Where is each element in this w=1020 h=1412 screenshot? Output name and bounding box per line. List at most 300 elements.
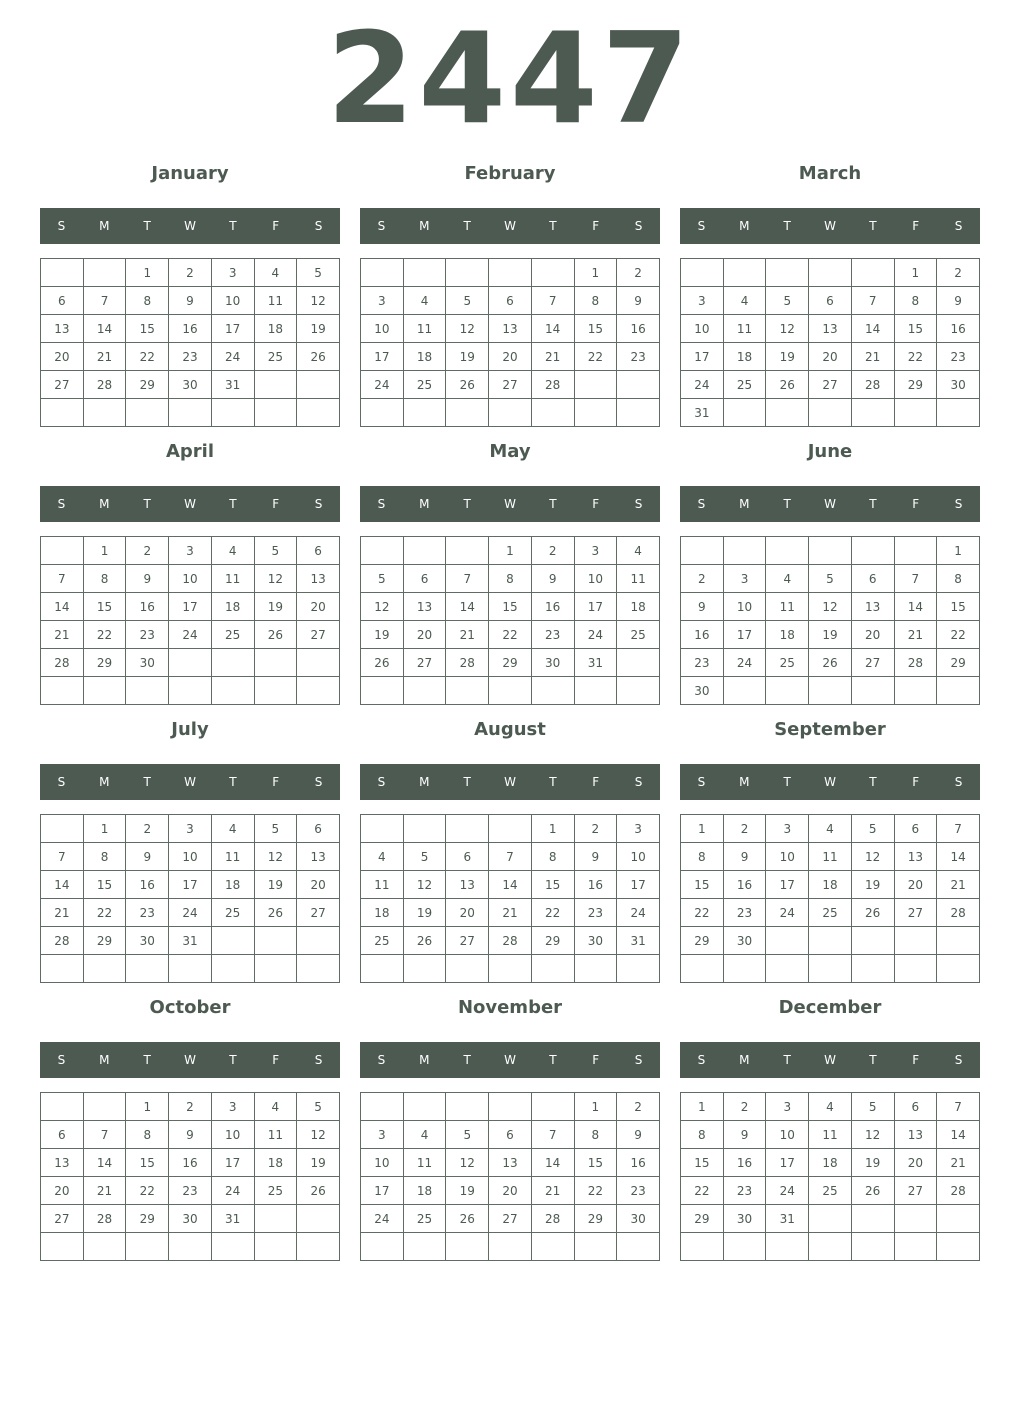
day-cell — [723, 259, 766, 287]
day-cell: 16 — [574, 871, 617, 899]
day-cell: 20 — [297, 593, 340, 621]
day-cell: 19 — [446, 343, 489, 371]
week-row — [361, 927, 660, 955]
day-grid — [680, 536, 980, 705]
day-cell: 22 — [681, 1177, 724, 1205]
day-cell: 25 — [809, 1177, 852, 1205]
day-cell: 29 — [681, 1205, 724, 1233]
day-cell: 24 — [211, 343, 254, 371]
week-row — [681, 537, 980, 565]
day-cell — [766, 399, 809, 427]
day-cell: 19 — [851, 871, 894, 899]
day-cell: 20 — [894, 1149, 937, 1177]
day-cell: 5 — [809, 565, 852, 593]
month-name: June — [807, 441, 853, 462]
day-cell — [254, 649, 297, 677]
day-cell: 13 — [41, 1149, 84, 1177]
day-cell: 17 — [723, 621, 766, 649]
day-cell: 28 — [83, 1205, 126, 1233]
day-cell: 22 — [126, 1177, 169, 1205]
day-cell: 26 — [297, 1177, 340, 1205]
day-cell — [403, 399, 446, 427]
day-cell — [41, 399, 84, 427]
weekday-label: F — [912, 1053, 920, 1067]
day-cell — [297, 649, 340, 677]
day-cell — [211, 649, 254, 677]
day-cell: 6 — [297, 537, 340, 565]
day-cell: 22 — [126, 343, 169, 371]
day-cell: 9 — [617, 287, 660, 315]
day-cell — [531, 955, 574, 983]
day-cell: 9 — [126, 565, 169, 593]
day-cell: 12 — [851, 1121, 894, 1149]
day-cell: 13 — [894, 1121, 937, 1149]
day-cell: 9 — [723, 843, 766, 871]
day-cell — [766, 259, 809, 287]
day-cell: 25 — [617, 621, 660, 649]
week-row — [41, 343, 340, 371]
weekday-label: S — [314, 775, 323, 789]
day-cell: 15 — [531, 871, 574, 899]
day-cell: 15 — [126, 1149, 169, 1177]
day-grid — [40, 258, 340, 427]
day-cell — [809, 1205, 852, 1233]
day-cell: 13 — [489, 1149, 532, 1177]
day-cell: 24 — [723, 649, 766, 677]
weekday-label: F — [592, 1053, 600, 1067]
weekday-label: W — [824, 497, 836, 511]
day-cell — [681, 1233, 724, 1261]
day-cell — [489, 1093, 532, 1121]
day-cell — [531, 259, 574, 287]
weekday-label: M — [739, 219, 750, 233]
day-cell: 28 — [41, 927, 84, 955]
week-row — [361, 537, 660, 565]
day-cell: 22 — [83, 621, 126, 649]
weekday-label: T — [869, 219, 877, 233]
day-cell: 18 — [403, 343, 446, 371]
weekday-label: T — [783, 775, 791, 789]
weekday-label: S — [57, 775, 66, 789]
day-cell: 5 — [851, 815, 894, 843]
day-cell: 16 — [723, 871, 766, 899]
day-cell: 27 — [41, 371, 84, 399]
day-cell: 3 — [681, 287, 724, 315]
day-cell: 26 — [809, 649, 852, 677]
day-cell: 20 — [489, 1177, 532, 1205]
week-row — [681, 677, 980, 705]
day-cell: 26 — [254, 899, 297, 927]
day-cell — [851, 399, 894, 427]
week-row — [361, 843, 660, 871]
day-cell — [403, 1233, 446, 1261]
day-cell: 11 — [254, 1121, 297, 1149]
day-cell: 1 — [894, 259, 937, 287]
weekday-label: W — [184, 497, 196, 511]
weekday-label: S — [57, 497, 66, 511]
weekday-label: M — [739, 1053, 750, 1067]
week-row — [41, 677, 340, 705]
day-cell — [211, 1233, 254, 1261]
day-cell: 25 — [254, 343, 297, 371]
week-row — [361, 1233, 660, 1261]
weekday-label: T — [143, 497, 151, 511]
day-cell: 24 — [361, 1205, 404, 1233]
weekday-label: T — [229, 775, 237, 789]
day-cell — [617, 649, 660, 677]
day-cell — [254, 927, 297, 955]
day-cell: 21 — [489, 899, 532, 927]
day-cell — [574, 399, 617, 427]
weekday-label: S — [697, 219, 706, 233]
week-row — [41, 649, 340, 677]
day-cell: 2 — [169, 259, 212, 287]
day-cell: 5 — [446, 1121, 489, 1149]
week-row — [681, 1177, 980, 1205]
month-name: February — [464, 163, 556, 184]
day-cell — [254, 371, 297, 399]
day-cell — [531, 1233, 574, 1261]
day-cell: 10 — [361, 315, 404, 343]
weekday-label: W — [184, 1053, 196, 1067]
day-cell: 29 — [126, 371, 169, 399]
day-cell: 14 — [937, 1121, 980, 1149]
day-cell: 7 — [937, 815, 980, 843]
day-cell: 3 — [766, 815, 809, 843]
day-cell: 7 — [489, 843, 532, 871]
weekday-label: S — [314, 1053, 323, 1067]
week-row — [361, 899, 660, 927]
day-cell: 16 — [937, 315, 980, 343]
week-row — [361, 955, 660, 983]
week-row — [41, 1177, 340, 1205]
day-cell: 2 — [617, 1093, 660, 1121]
day-cell — [361, 259, 404, 287]
day-cell: 30 — [723, 927, 766, 955]
day-cell — [851, 677, 894, 705]
week-row — [361, 593, 660, 621]
day-cell: 19 — [809, 621, 852, 649]
day-cell: 17 — [574, 593, 617, 621]
day-cell: 13 — [489, 315, 532, 343]
day-cell — [809, 259, 852, 287]
day-cell: 8 — [126, 287, 169, 315]
day-cell — [211, 927, 254, 955]
week-row — [41, 593, 340, 621]
day-cell: 13 — [851, 593, 894, 621]
weekday-label: S — [697, 1053, 706, 1067]
day-cell: 3 — [617, 815, 660, 843]
day-cell — [894, 955, 937, 983]
day-cell — [489, 677, 532, 705]
weekday-label: T — [549, 497, 557, 511]
weekday-label: S — [954, 1053, 963, 1067]
day-cell: 24 — [169, 899, 212, 927]
day-cell: 16 — [531, 593, 574, 621]
day-cell: 30 — [169, 371, 212, 399]
week-row — [41, 871, 340, 899]
day-cell: 31 — [211, 1205, 254, 1233]
day-cell: 12 — [297, 1121, 340, 1149]
day-cell — [403, 537, 446, 565]
day-cell: 3 — [574, 537, 617, 565]
day-cell — [254, 955, 297, 983]
day-cell: 18 — [617, 593, 660, 621]
weekday-label: M — [739, 775, 750, 789]
day-cell: 8 — [894, 287, 937, 315]
day-cell: 30 — [531, 649, 574, 677]
weekday-label: S — [377, 1053, 386, 1067]
weekday-label: S — [57, 219, 66, 233]
day-cell — [723, 1233, 766, 1261]
day-cell: 6 — [489, 287, 532, 315]
weekday-label: W — [504, 219, 516, 233]
day-cell: 17 — [681, 343, 724, 371]
day-cell: 10 — [574, 565, 617, 593]
day-cell: 28 — [446, 649, 489, 677]
day-cell: 12 — [851, 843, 894, 871]
day-cell — [126, 1233, 169, 1261]
day-cell — [169, 649, 212, 677]
day-cell: 4 — [254, 259, 297, 287]
weekday-label: S — [377, 497, 386, 511]
day-cell: 3 — [211, 1093, 254, 1121]
day-cell — [41, 537, 84, 565]
day-cell: 8 — [83, 843, 126, 871]
weekday-label: T — [143, 775, 151, 789]
weekday-label: T — [783, 219, 791, 233]
day-cell: 1 — [126, 259, 169, 287]
day-cell: 17 — [766, 871, 809, 899]
day-cell: 19 — [254, 593, 297, 621]
weekday-label: W — [504, 497, 516, 511]
day-cell: 28 — [83, 371, 126, 399]
weekday-label: T — [143, 1053, 151, 1067]
day-cell: 2 — [723, 1093, 766, 1121]
day-cell — [83, 1233, 126, 1261]
day-cell: 3 — [723, 565, 766, 593]
day-cell: 11 — [403, 1149, 446, 1177]
day-cell — [254, 1233, 297, 1261]
day-cell: 14 — [531, 1149, 574, 1177]
day-cell: 25 — [403, 1205, 446, 1233]
day-cell: 5 — [766, 287, 809, 315]
day-cell: 20 — [297, 871, 340, 899]
day-cell: 16 — [617, 1149, 660, 1177]
day-cell: 2 — [617, 259, 660, 287]
day-cell: 18 — [254, 315, 297, 343]
day-cell — [766, 955, 809, 983]
day-cell: 10 — [211, 1121, 254, 1149]
day-cell: 19 — [297, 1149, 340, 1177]
day-cell — [254, 677, 297, 705]
day-cell — [894, 677, 937, 705]
weekday-label: T — [549, 775, 557, 789]
weekday-header — [360, 764, 660, 800]
day-cell — [126, 677, 169, 705]
day-cell: 8 — [489, 565, 532, 593]
day-cell: 17 — [169, 593, 212, 621]
day-cell: 10 — [361, 1149, 404, 1177]
day-cell — [851, 1205, 894, 1233]
day-cell: 27 — [894, 1177, 937, 1205]
day-cell: 25 — [211, 621, 254, 649]
day-cell — [937, 677, 980, 705]
week-row — [361, 371, 660, 399]
day-cell — [211, 677, 254, 705]
day-cell: 12 — [254, 843, 297, 871]
day-cell: 26 — [361, 649, 404, 677]
day-cell: 14 — [531, 315, 574, 343]
day-cell: 20 — [851, 621, 894, 649]
weekday-label: M — [419, 497, 430, 511]
day-cell: 24 — [766, 899, 809, 927]
day-cell: 11 — [617, 565, 660, 593]
weekday-label: W — [824, 775, 836, 789]
day-cell: 5 — [446, 287, 489, 315]
day-cell — [809, 399, 852, 427]
weekday-label: W — [824, 1053, 836, 1067]
day-cell: 29 — [681, 927, 724, 955]
day-cell: 22 — [937, 621, 980, 649]
weekday-label: W — [184, 775, 196, 789]
day-cell: 14 — [937, 843, 980, 871]
weekday-header — [40, 764, 340, 800]
day-cell — [361, 399, 404, 427]
day-cell: 5 — [851, 1093, 894, 1121]
day-cell: 25 — [403, 371, 446, 399]
week-row — [681, 927, 980, 955]
day-cell: 4 — [809, 1093, 852, 1121]
day-cell: 9 — [126, 843, 169, 871]
day-cell: 29 — [531, 927, 574, 955]
day-cell — [83, 677, 126, 705]
weekday-label: M — [419, 1053, 430, 1067]
day-cell: 18 — [254, 1149, 297, 1177]
day-cell: 8 — [574, 287, 617, 315]
day-cell — [126, 955, 169, 983]
day-cell: 22 — [531, 899, 574, 927]
day-cell: 27 — [297, 899, 340, 927]
day-cell: 18 — [211, 593, 254, 621]
day-cell: 20 — [403, 621, 446, 649]
day-cell: 17 — [211, 1149, 254, 1177]
week-row — [41, 259, 340, 287]
day-cell: 7 — [41, 565, 84, 593]
month-name: January — [151, 163, 229, 184]
day-cell: 29 — [126, 1205, 169, 1233]
day-cell: 7 — [894, 565, 937, 593]
day-cell: 6 — [851, 565, 894, 593]
weekday-header — [360, 1042, 660, 1078]
week-row — [361, 565, 660, 593]
day-cell: 19 — [254, 871, 297, 899]
week-row — [361, 343, 660, 371]
day-cell: 25 — [254, 1177, 297, 1205]
day-cell: 27 — [851, 649, 894, 677]
week-row — [361, 871, 660, 899]
day-cell: 27 — [489, 1205, 532, 1233]
day-cell: 23 — [723, 899, 766, 927]
week-row — [361, 1177, 660, 1205]
weekday-label: T — [463, 219, 471, 233]
weekday-label: F — [912, 775, 920, 789]
day-cell — [361, 537, 404, 565]
day-cell: 10 — [169, 843, 212, 871]
day-cell: 9 — [574, 843, 617, 871]
weekday-label: M — [99, 219, 110, 233]
day-cell: 12 — [297, 287, 340, 315]
day-cell: 16 — [617, 315, 660, 343]
day-cell: 24 — [169, 621, 212, 649]
day-cell: 16 — [169, 1149, 212, 1177]
day-cell — [937, 955, 980, 983]
weekday-label: M — [99, 1053, 110, 1067]
day-grid — [360, 814, 660, 983]
weekday-label: T — [463, 1053, 471, 1067]
week-row — [361, 259, 660, 287]
day-cell: 31 — [617, 927, 660, 955]
weekday-label: S — [377, 775, 386, 789]
day-cell: 23 — [937, 343, 980, 371]
day-cell: 2 — [169, 1093, 212, 1121]
week-row — [41, 899, 340, 927]
day-cell: 7 — [937, 1093, 980, 1121]
day-cell — [83, 399, 126, 427]
week-row — [41, 315, 340, 343]
day-cell: 6 — [446, 843, 489, 871]
day-cell — [169, 399, 212, 427]
day-cell — [937, 1233, 980, 1261]
day-cell: 15 — [937, 593, 980, 621]
day-cell: 23 — [169, 1177, 212, 1205]
day-cell: 6 — [41, 1121, 84, 1149]
month-name: April — [165, 441, 215, 462]
week-row — [361, 1121, 660, 1149]
week-row — [681, 315, 980, 343]
day-cell: 11 — [766, 593, 809, 621]
week-row — [361, 815, 660, 843]
day-cell — [83, 1093, 126, 1121]
weekday-label: W — [824, 219, 836, 233]
day-cell — [361, 955, 404, 983]
day-cell: 17 — [211, 315, 254, 343]
day-cell — [446, 1093, 489, 1121]
week-row — [41, 537, 340, 565]
day-cell: 18 — [766, 621, 809, 649]
day-cell: 1 — [83, 815, 126, 843]
day-cell: 10 — [766, 1121, 809, 1149]
day-cell: 13 — [297, 843, 340, 871]
day-cell: 24 — [681, 371, 724, 399]
day-cell: 9 — [937, 287, 980, 315]
day-cell: 23 — [617, 343, 660, 371]
day-cell: 14 — [41, 871, 84, 899]
day-cell — [809, 537, 852, 565]
day-cell: 27 — [489, 371, 532, 399]
day-cell: 5 — [361, 565, 404, 593]
day-cell: 28 — [489, 927, 532, 955]
day-cell — [361, 815, 404, 843]
day-cell — [894, 1233, 937, 1261]
day-cell: 1 — [574, 259, 617, 287]
day-cell — [211, 955, 254, 983]
day-cell — [851, 1233, 894, 1261]
weekday-label: T — [783, 497, 791, 511]
day-cell: 5 — [297, 1093, 340, 1121]
week-row — [681, 621, 980, 649]
week-row — [361, 621, 660, 649]
